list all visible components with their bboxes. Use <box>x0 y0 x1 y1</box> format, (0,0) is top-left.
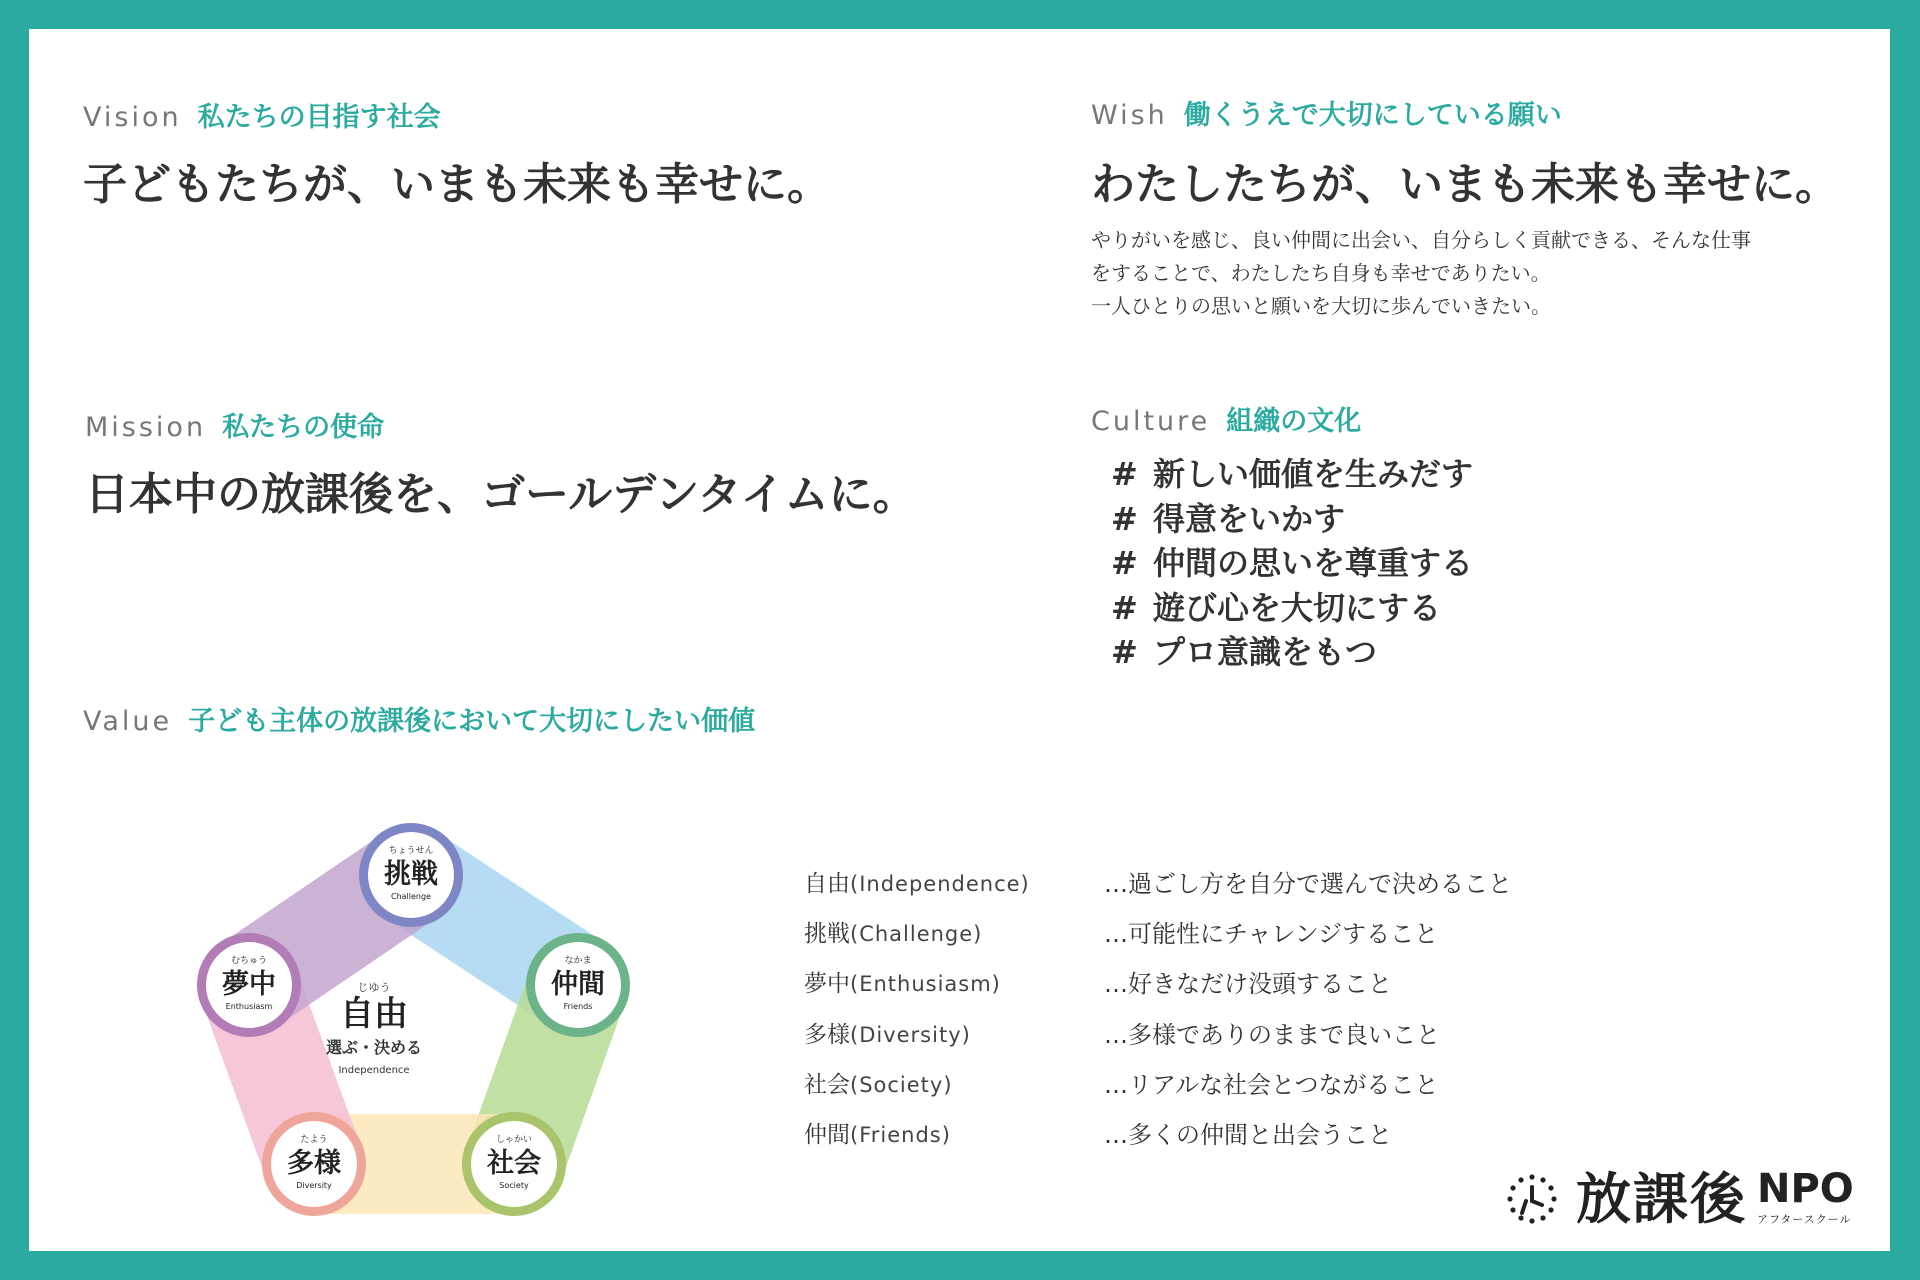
value-term-en: (Friends) <box>850 1123 951 1148</box>
logo-right <box>1757 1166 1854 1227</box>
culture-item <box>1111 541 1473 586</box>
value-desc: …リアルな社会とつながること <box>1104 1070 1439 1099</box>
vision-headline: 子どもたちが、いまも未来も幸せに。 <box>83 159 831 210</box>
value-label-ja: 子ども主体の放課後において大切にしたい価値 <box>188 706 756 737</box>
value-term-en: (Independence) <box>850 871 1030 896</box>
value-term-en: (Enthusiasm) <box>850 972 1001 997</box>
value-term-cell <box>804 1007 1104 1057</box>
diagram-node <box>197 933 301 1037</box>
hash-mark: # <box>1111 588 1138 627</box>
value-desc: …好きなだけ没頭すること <box>1104 970 1392 999</box>
value-desc: …多くの仲間と出会うこと <box>1104 1121 1392 1150</box>
logo-npo: NPO <box>1757 1166 1854 1212</box>
value-table <box>804 856 1512 1158</box>
value-row <box>804 906 1512 956</box>
wish-label-ja: 働くうえで大切にしている願い <box>1183 100 1562 131</box>
value-term: 挑戦 <box>804 920 850 947</box>
mission-label-ja: 私たちの使命 <box>222 412 385 443</box>
node-title: 多様 <box>287 1148 341 1179</box>
culture-item-text: 遊び心を大切にする <box>1153 588 1442 627</box>
node-ruby: なかま <box>564 956 592 966</box>
node-title: 挑戦 <box>384 859 438 890</box>
wish-section <box>1091 93 1839 323</box>
diagram-center <box>326 981 422 1076</box>
culture-list <box>1111 452 1473 675</box>
value-diagram <box>149 769 709 1239</box>
logo <box>1504 1166 1854 1231</box>
wish-body-line: 一人ひとりの思いと願いを大切に歩んでいきたい。 <box>1091 294 1551 318</box>
culture-item <box>1111 630 1473 675</box>
diagram-node <box>262 1112 366 1216</box>
center-ruby: じゆう <box>357 981 391 994</box>
wish-body-line: やりがいを感じ、良い仲間に出会い、自分らしく貢献できる、そんな仕事 <box>1091 228 1751 252</box>
diagram-node <box>462 1112 566 1216</box>
node-ruby: しゃかい <box>495 1135 533 1145</box>
culture-section <box>1091 399 1473 675</box>
value-term-cell <box>804 906 1104 956</box>
value-row <box>804 1107 1512 1157</box>
vision-label-en: Vision <box>83 102 182 133</box>
culture-item <box>1111 497 1473 542</box>
culture-label <box>1091 399 1473 438</box>
node-title: 仲間 <box>551 969 605 1000</box>
hash-mark: # <box>1111 499 1138 538</box>
mission-section <box>85 405 917 522</box>
node-title: 夢中 <box>222 969 276 1000</box>
value-term-cell <box>804 1107 1104 1157</box>
center-en: Independence <box>338 1065 410 1076</box>
mission-label <box>85 405 917 444</box>
value-row <box>804 957 1512 1007</box>
logo-clock-icon <box>1504 1171 1560 1227</box>
node-ruby: たよう <box>300 1135 328 1145</box>
wish-body <box>1091 224 1839 323</box>
node-en: Enthusiasm <box>225 1002 273 1011</box>
value-term-cell <box>804 957 1104 1007</box>
node-en: Society <box>499 1181 529 1190</box>
culture-label-ja: 組織の文化 <box>1226 406 1362 437</box>
value-label <box>83 699 755 738</box>
wish-label-en: Wish <box>1091 100 1168 131</box>
value-term: 仲間 <box>804 1122 850 1149</box>
value-term-cell <box>804 1057 1104 1107</box>
value-term-en: (Challenge) <box>850 921 983 946</box>
value-desc: …可能性にチャレンジすること <box>1104 919 1439 948</box>
value-term: 多様 <box>804 1021 850 1048</box>
wish-label <box>1091 93 1839 132</box>
value-term-en: (Society) <box>850 1072 953 1097</box>
diagram-node <box>359 823 463 927</box>
node-title: 社会 <box>487 1148 541 1179</box>
poster-frame <box>29 29 1890 1251</box>
node-ruby: ちょうせん <box>388 846 434 856</box>
mission-label-en: Mission <box>85 412 207 443</box>
hash-mark: # <box>1111 633 1138 671</box>
wish-headline: わたしたちが、いまも未来も幸せに。 <box>1091 159 1839 210</box>
value-term-cell <box>804 856 1104 906</box>
node-en: Diversity <box>296 1181 332 1190</box>
culture-item-text: 得意をいかす <box>1153 499 1346 538</box>
culture-item <box>1111 586 1473 631</box>
logo-name: 放課後 <box>1576 1167 1748 1231</box>
logo-kana: アフタースクール <box>1757 1213 1852 1226</box>
value-row <box>804 856 1512 906</box>
culture-item-text: プロ意識をもつ <box>1153 633 1378 671</box>
hash-mark: # <box>1111 455 1138 493</box>
value-term: 社会 <box>804 1071 850 1098</box>
vision-label-ja: 私たちの目指す社会 <box>197 102 441 133</box>
value-term: 自由 <box>804 870 850 897</box>
mission-headline: 日本中の放課後を、ゴールデンタイムに。 <box>85 469 917 520</box>
culture-item-text: 仲間の思いを尊重する <box>1153 544 1474 582</box>
value-row <box>804 1007 1512 1057</box>
vision-label <box>83 95 831 134</box>
hash-mark: # <box>1111 544 1138 582</box>
culture-item-text: 新しい価値を生みだす <box>1153 455 1474 493</box>
center-sub: 選ぶ・決める <box>325 1038 423 1057</box>
diagram-node <box>526 933 630 1037</box>
wish-body-line: をすることで、わたしたち自身も幸せでありたい。 <box>1091 261 1551 285</box>
center-title: 自由 <box>340 994 408 1034</box>
culture-item <box>1111 452 1473 497</box>
value-row <box>804 1057 1512 1107</box>
value-term: 夢中 <box>804 971 850 998</box>
value-term-en: (Diversity) <box>850 1022 971 1047</box>
node-en: Friends <box>563 1002 593 1011</box>
node-en: Challenge <box>391 892 431 901</box>
culture-label-en: Culture <box>1091 406 1211 437</box>
value-desc: …多様でありのままで良いこと <box>1104 1020 1440 1049</box>
vision-section <box>83 95 831 212</box>
value-desc: …過ごし方を自分で選んで決めること <box>1104 869 1512 898</box>
node-ruby: むちゅう <box>230 956 268 966</box>
value-label-en: Value <box>83 706 173 737</box>
